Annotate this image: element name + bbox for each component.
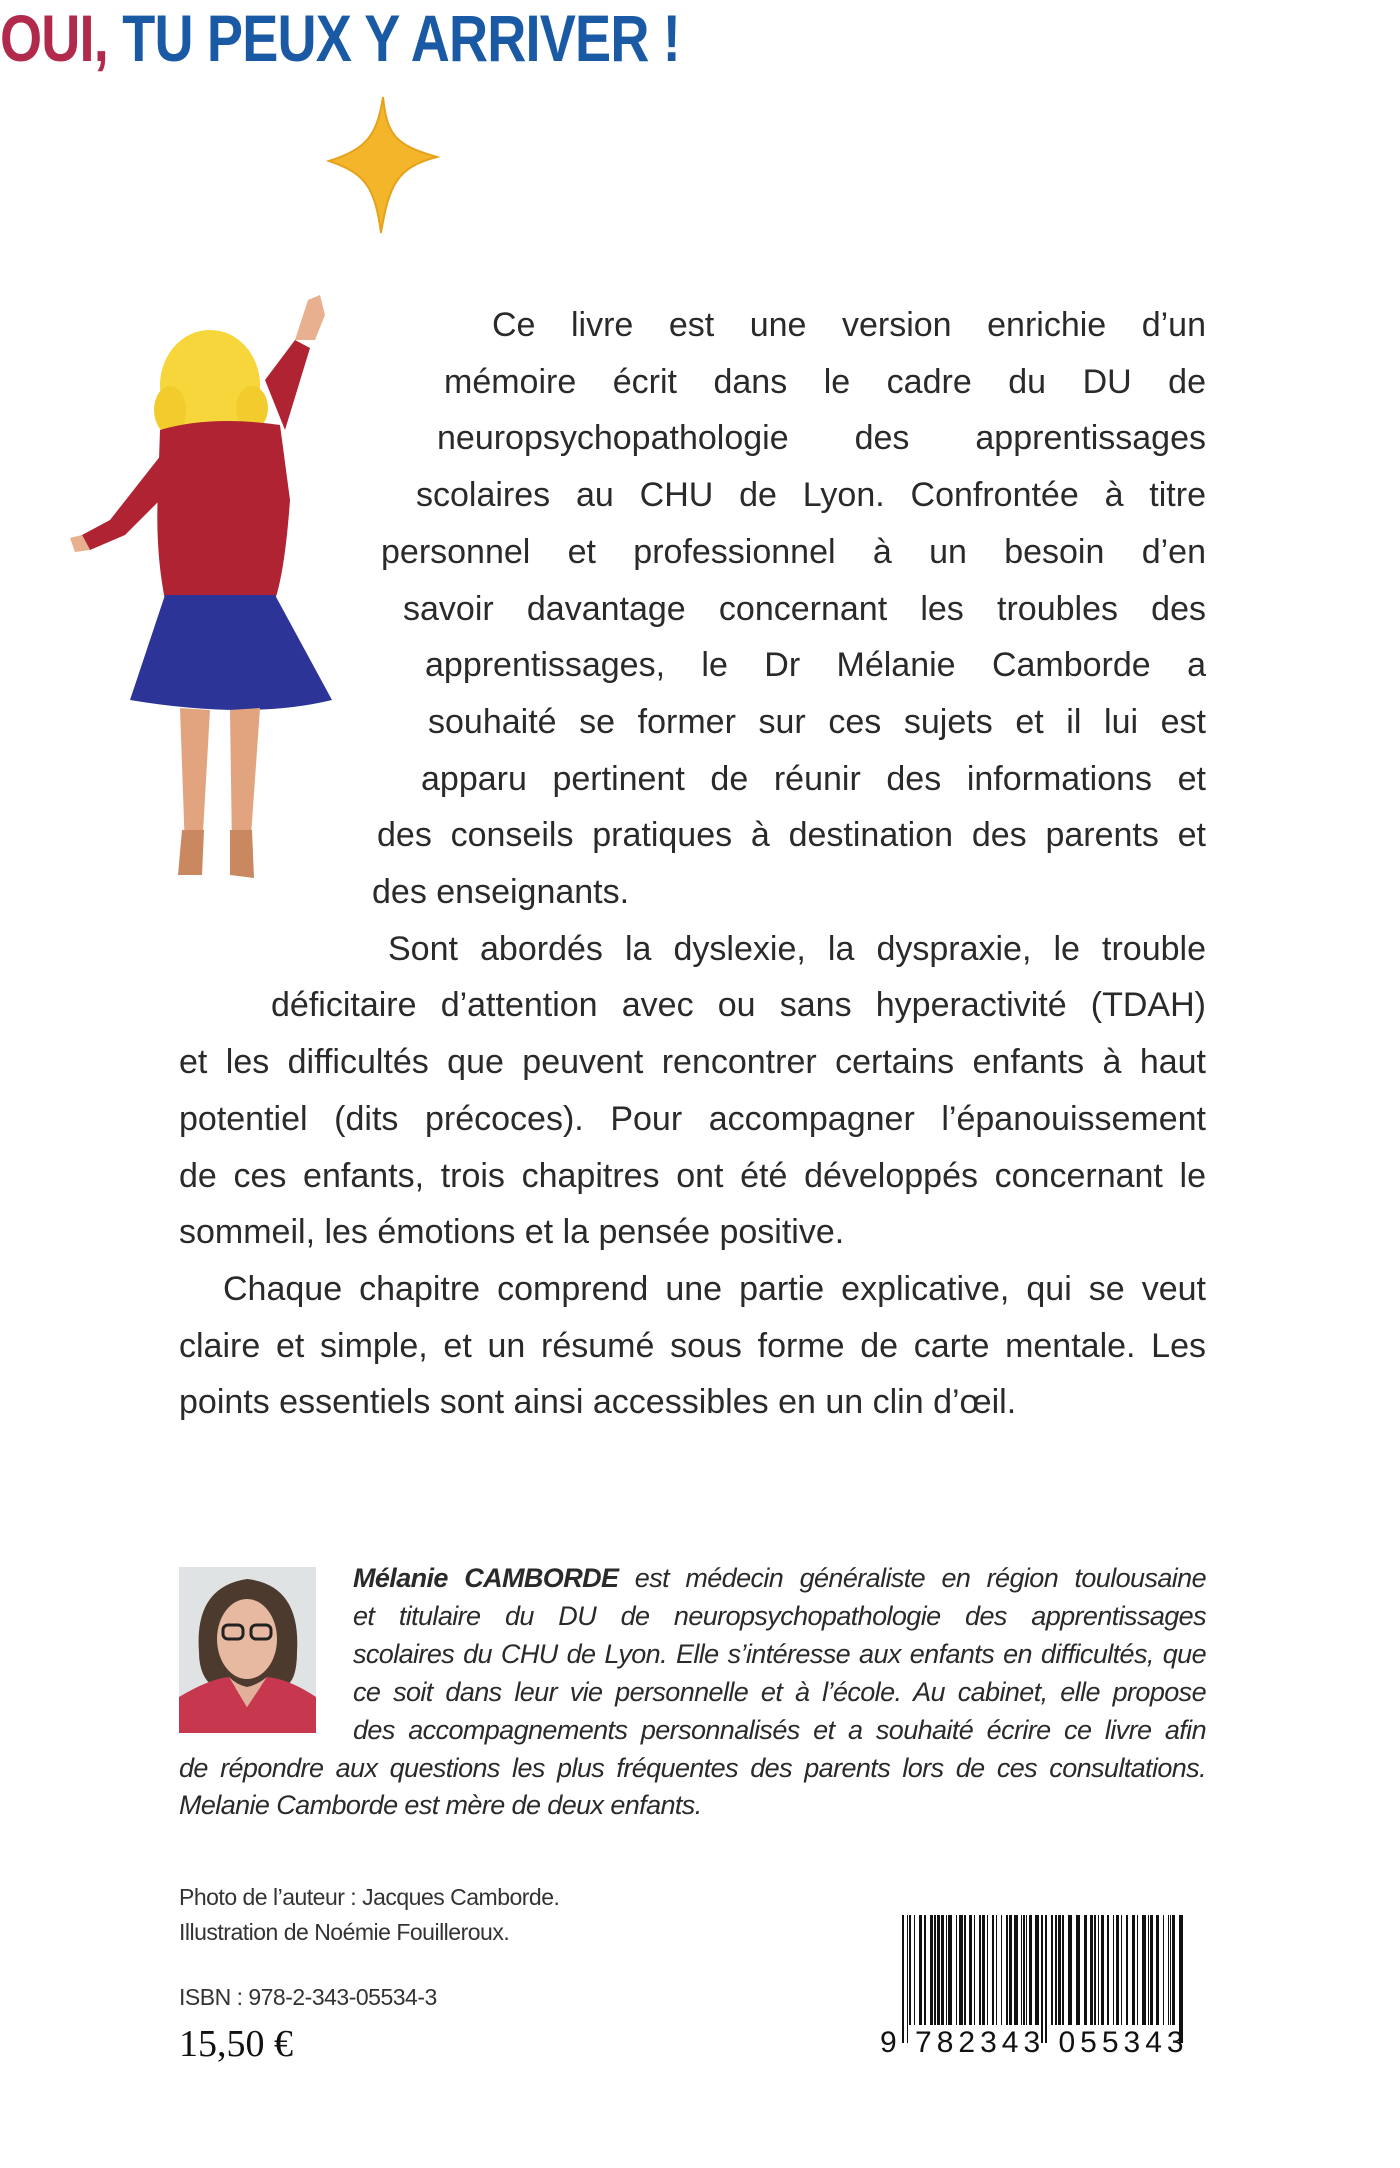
- description-line: savoir davantage concernant les troubles des: [403, 589, 1206, 628]
- barcode-bar: [1121, 1915, 1122, 2025]
- barcode-bar: [1170, 1915, 1171, 2025]
- title-part-main: TU PEUX Y ARRIVER !: [122, 1, 681, 75]
- barcode-bar: [1179, 1915, 1183, 2043]
- description-line: des conseils pratiques à destination des parents et: [377, 816, 1206, 855]
- bio-text: est médecin généraliste en région toulousaine: [618, 1563, 1206, 1593]
- barcode-bar: [974, 1915, 975, 2025]
- bio-line: scolaires du CHU de Lyon. Elle s’intéresse aux enfants en difficultés, que: [353, 1638, 1206, 1669]
- description-line: mémoire écrit dans le cadre du DU de: [444, 362, 1206, 401]
- barcode-bar: [1126, 1915, 1128, 2025]
- barcode-bar: [1113, 1915, 1114, 2025]
- barcode-bar: [982, 1915, 985, 2025]
- photo-credit: Photo de l’auteur : Jacques Camborde.: [179, 1884, 560, 1910]
- barcode-bar: [1150, 1915, 1153, 2025]
- price: 15,50 €: [179, 2023, 293, 2065]
- barcode-bar: [1084, 1915, 1087, 2025]
- description-line: Sont abordés la dyslexie, la dyspraxie, le trouble: [388, 929, 1206, 968]
- bio-line: ce soit dans leur vie personnelle et à l’école. Au cabinet, elle propose: [353, 1676, 1206, 1707]
- barcode-bar: [941, 1915, 944, 2025]
- barcode-bar: [930, 1915, 933, 2025]
- description-line: points essentiels sont ainsi accessibles en un clin d’œil.: [179, 1383, 1017, 1422]
- barcode-bar: [1116, 1915, 1119, 2025]
- barcode-bar: [924, 1915, 926, 2025]
- barcode-bar: [1045, 1915, 1047, 2043]
- barcode-digits: 9 782343 055343: [880, 2026, 1189, 2059]
- barcode-bar: [1107, 1915, 1109, 2025]
- barcode-bar: [1142, 1915, 1146, 2025]
- barcode-bar: [1006, 1915, 1008, 2025]
- barcode-bar: [969, 1915, 972, 2025]
- star-illustration: [325, 95, 440, 235]
- book-title: [0, 0, 1148, 76]
- barcode-bar: [1001, 1915, 1002, 2025]
- bio-line: et titulaire du DU de neuropsychopathologie des apprentissages: [353, 1600, 1206, 1631]
- barcode-bar: [1035, 1915, 1039, 2025]
- barcode-bar: [1068, 1915, 1072, 2025]
- barcode-bar: [948, 1915, 952, 2025]
- barcode-bar: [1156, 1915, 1159, 2025]
- description-line: neuropsychopathologie des apprentissages: [437, 419, 1206, 458]
- description-line: claire et simple, et un résumé sous forme de carte mentale. Les: [179, 1326, 1206, 1365]
- illustration-credit: Illustration de Noémie Fouilleroux.: [179, 1919, 510, 1945]
- description-line: et les difficultés que peuvent rencontrer certains enfants à haut: [179, 1043, 1206, 1082]
- barcode-bar: [934, 1915, 936, 2025]
- bio-line: des accompagnements personnalisés et a souhaité écrire ce livre afin: [353, 1714, 1206, 1745]
- title-part-oui: OUI,: [0, 1, 108, 75]
- description-line: déficitaire d’attention avec ou sans hyperactivité (TDAH): [271, 986, 1206, 1025]
- barcode-bar: [1026, 1915, 1027, 2025]
- bio-line: de répondre aux questions les plus fréquentes des parents lors de ces consultations.: [179, 1752, 1206, 1783]
- barcode-bar: [919, 1915, 922, 2025]
- barcode-bar: [987, 1915, 988, 2025]
- barcode-bar: [937, 1915, 940, 2025]
- girl-illustration: [70, 290, 370, 890]
- barcode-bar: [1051, 1915, 1053, 2025]
- barcode-bar: [964, 1915, 966, 2025]
- barcode-bar: [956, 1915, 957, 2025]
- barcode-bar: [1062, 1915, 1064, 2025]
- description-line: apparu pertinent de réunir des informations et: [421, 759, 1206, 798]
- barcode-bar: [914, 1915, 915, 2025]
- author-photo: [179, 1567, 316, 1733]
- barcode-bar: [1090, 1915, 1093, 2025]
- barcode-bar: [1055, 1915, 1057, 2025]
- description-line: potentiel (dits précoces). Pour accompagner l’épanouissement: [179, 1099, 1206, 1138]
- barcode-bar: [1101, 1915, 1104, 2025]
- description-line: scolaires au CHU de Lyon. Confrontée à titre: [416, 476, 1206, 515]
- barcode-bar: [1094, 1915, 1096, 2025]
- barcode-bar: [1098, 1915, 1099, 2025]
- barcode-bar: [1137, 1915, 1138, 2025]
- barcode-bar: [1014, 1915, 1018, 2025]
- bio-line: [353, 1562, 1206, 1596]
- barcode-bar: [1168, 1915, 1169, 2025]
- description-line: des enseignants.: [372, 873, 630, 911]
- description-line: sommeil, les émotions et la pensée positive.: [179, 1213, 845, 1252]
- barcode-bar: [909, 1915, 911, 2025]
- description-line: souhaité se former sur ces sujets et il lui est: [428, 702, 1206, 741]
- barcode-bar: [1029, 1915, 1032, 2025]
- barcode-bar: [1023, 1915, 1025, 2025]
- barcode-bar: [992, 1915, 994, 2025]
- barcode-bar: [902, 1915, 904, 2043]
- barcode-bar: [979, 1915, 981, 2025]
- barcode-bar: [1058, 1915, 1061, 2025]
- description-line: de ces enfants, trois chapitres ont été développés concernant le: [179, 1156, 1206, 1195]
- barcode-bar: [1041, 1915, 1043, 2043]
- description-line: apprentissages, le Dr Mélanie Camborde a: [425, 646, 1206, 685]
- author-name: Mélanie CAMBORDE: [353, 1563, 619, 1593]
- barcode-bar: [996, 1915, 997, 2025]
- barcode-bar: [1009, 1915, 1012, 2025]
- barcode-bar: [1163, 1915, 1164, 2025]
- barcode-bar: [946, 1915, 947, 2025]
- barcode-bar: [1076, 1915, 1080, 2025]
- barcode-bar: [959, 1915, 963, 2025]
- barcode-bar: [1021, 1915, 1022, 2025]
- barcode-bar: [1132, 1915, 1135, 2025]
- barcode-bar: [907, 1915, 908, 2043]
- isbn: ISBN : 978-2-343-05534-3: [179, 1984, 437, 2010]
- description-line: personnel et professionnel à un besoin d’en: [381, 532, 1206, 571]
- barcode-bar: [1172, 1915, 1175, 2025]
- description-line: Ce livre est une version enrichie d’un: [492, 306, 1206, 344]
- description-line: Chaque chapitre comprend une partie explicative, qui se veut: [223, 1269, 1206, 1308]
- bio-line: Melanie Camborde est mère de deux enfants.: [179, 1790, 702, 1821]
- barcode-bar: [1148, 1915, 1149, 2025]
